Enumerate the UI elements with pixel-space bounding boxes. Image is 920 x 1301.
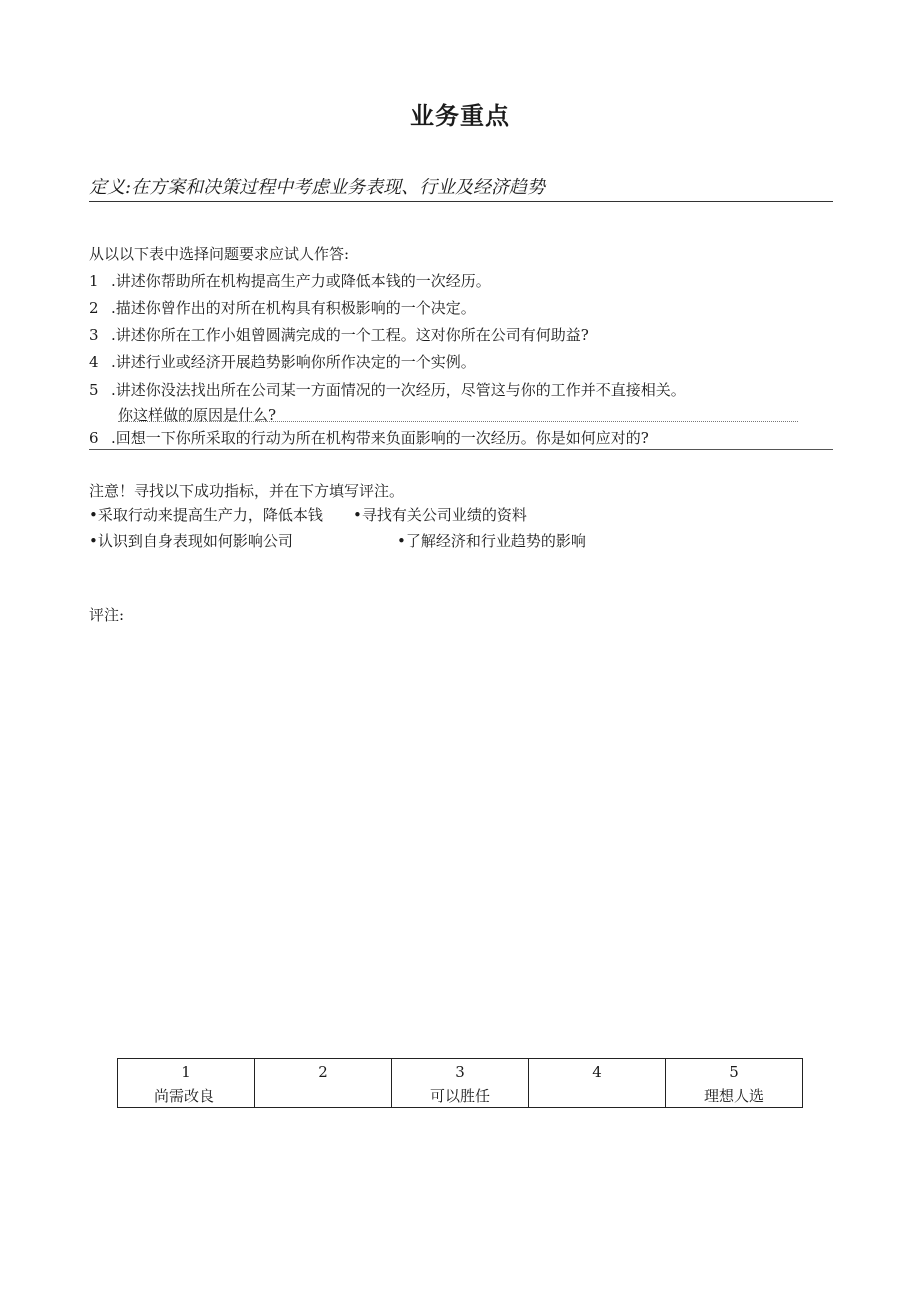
question-text: .讲述你所在工作小姐曾圆满完成的一个工程。这对你所在公司有何助益? (111, 326, 589, 344)
question-text: .讲述你没法找出所在公司某一方面情况的一次经历，尽管这与你的工作并不直接相关。 (111, 381, 686, 399)
question-text: .回想一下你所采取的行动为所在机构带来负面影响的一次经历。你是如何应对的? (111, 429, 649, 447)
question-text: .描述你曾作出的对所在机构具有积极影响的一个决定。 (111, 299, 476, 317)
rating-number: 5 (729, 1063, 739, 1081)
page-title: 业务重点 (410, 102, 510, 130)
question-5 (89, 379, 686, 400)
rating-cell-5[interactable] (666, 1059, 803, 1108)
rating-cell-2[interactable] (255, 1059, 392, 1108)
rating-number: 1 (181, 1063, 191, 1081)
question-number: 4 (89, 353, 99, 371)
question-number: 6 (89, 429, 99, 447)
rating-label: 理想人选 (703, 1087, 764, 1105)
question-4 (89, 351, 476, 372)
rating-number: 3 (455, 1063, 465, 1081)
rating-cell-1[interactable] (118, 1059, 255, 1108)
indicator-item: •寻找有关公司业绩的资料 (353, 506, 527, 524)
intro-text: 从以以下表中选择问题要求应试人作答: (89, 245, 350, 263)
rating-label: 尚需改良 (154, 1087, 215, 1105)
question-number: 3 (89, 326, 99, 344)
question-number: 2 (89, 299, 99, 317)
note-text: 注意！寻找以下成功指标，并在下方填写评注。 (89, 482, 405, 500)
rating-cell-3[interactable] (392, 1059, 529, 1108)
question-text: .讲述行业或经济开展趋势影响你所作决定的一个实例。 (111, 353, 476, 371)
dotted-divider (118, 421, 798, 422)
question-5-continuation: 你这样做的原因是什么? (118, 406, 277, 424)
question-text: .讲述你帮助所在机构提高生产力或降低本钱的一次经历。 (111, 272, 491, 290)
question-number: 1 (89, 272, 99, 290)
rating-label: 可以胜任 (429, 1087, 490, 1105)
question-number: 5 (89, 381, 99, 399)
section-divider (89, 449, 833, 450)
question-1 (89, 270, 491, 291)
rating-number: 4 (592, 1063, 602, 1081)
indicator-item: •采取行动来提高生产力，降低本钱 (89, 506, 323, 524)
rating-number: 2 (318, 1063, 328, 1081)
rating-scale-table (117, 1058, 803, 1108)
question-6 (89, 427, 649, 448)
rating-cell-4[interactable] (529, 1059, 666, 1108)
definition-line: 定义:在方案和决策过程中考虑业务表现、行业及经济趋势 (89, 175, 833, 202)
question-2 (89, 297, 476, 318)
question-3 (89, 324, 589, 345)
indicator-item: •了解经济和行业趋势的影响 (397, 532, 586, 550)
indicator-item: •认识到自身表现如何影响公司 (89, 532, 293, 550)
comments-label: 评注: (89, 606, 125, 624)
